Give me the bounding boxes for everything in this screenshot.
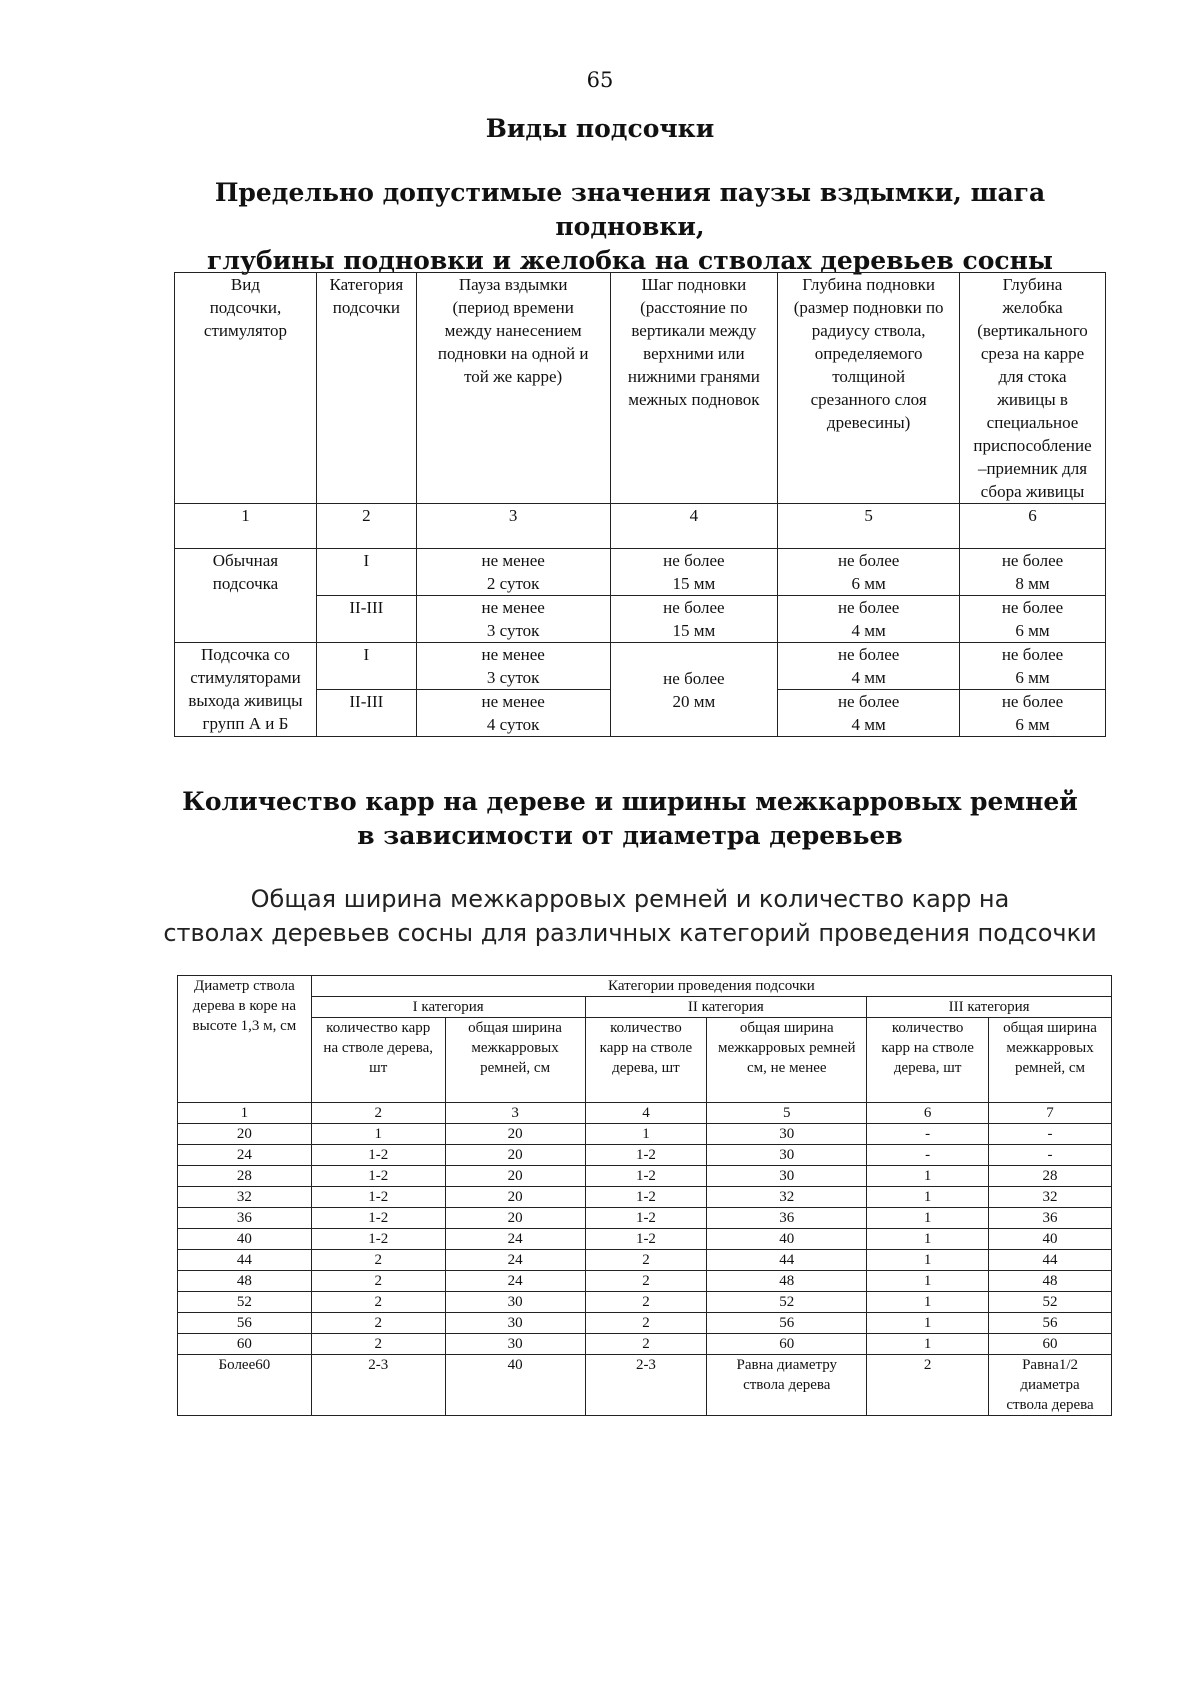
cell-line: вертикали между — [631, 321, 757, 340]
cell-line: той же карре) — [464, 367, 563, 386]
cell-line: 8 мм — [1015, 574, 1050, 593]
cell-line: ремней, см — [480, 1060, 551, 1076]
cell-line: межкарровых — [1006, 1040, 1094, 1056]
table2-subtitle — [150, 882, 1110, 950]
data-cell: 30 — [707, 1124, 867, 1145]
cell-line: 6 мм — [851, 574, 886, 593]
data-cell: - — [989, 1145, 1112, 1166]
cell-line: диаметра — [1020, 1377, 1080, 1393]
sub-header-cell — [311, 1018, 445, 1103]
data-cell: 20 — [445, 1187, 585, 1208]
cell-line: Глубина подновки — [802, 275, 935, 294]
data-cell: - — [867, 1145, 989, 1166]
header-cell — [316, 273, 416, 504]
data-cell: 1-2 — [585, 1145, 707, 1166]
category-cell: I — [316, 549, 416, 596]
data-cell: 2 — [585, 1250, 707, 1271]
table-row — [178, 1124, 1112, 1145]
cell-line: 3 суток — [486, 621, 540, 640]
cell-line: Шаг подновки — [641, 275, 747, 294]
cell-line: Категория — [329, 275, 404, 294]
cell-line: подновки на одной и — [437, 344, 589, 363]
data-cell: 24 — [445, 1271, 585, 1292]
cell-line: карр на стволе — [599, 1040, 693, 1056]
data-cell: 1-2 — [311, 1187, 445, 1208]
cell-line: древесины) — [826, 413, 911, 432]
tapping-type-cell — [175, 549, 317, 643]
cell-line: живицы в — [997, 390, 1068, 409]
cell-line: среза на карре — [980, 344, 1085, 363]
table2-subtitle-line: стволах деревьев сосны для различных категорий проведения подсочки — [163, 919, 1097, 947]
cell-line: между нанесением — [444, 321, 582, 340]
cell-line: общая ширина — [468, 1020, 562, 1036]
cell-line: 2 суток — [486, 574, 540, 593]
table-row — [175, 549, 1106, 596]
table-header-row — [178, 976, 1112, 997]
data-cell: 1-2 — [585, 1187, 707, 1208]
column-number: 2 — [311, 1103, 445, 1124]
data-cell: 1-2 — [311, 1208, 445, 1229]
cell-line: количество карр — [326, 1020, 431, 1036]
cell-line: (период времени — [452, 298, 574, 317]
cell-line: дерева в коре на — [192, 998, 296, 1014]
cell-line: 4 мм — [851, 715, 886, 734]
table-header-row — [175, 273, 1106, 504]
cell-line: не более — [837, 645, 900, 664]
header-cell — [778, 273, 960, 504]
data-cell: 28 — [989, 1166, 1112, 1187]
data-cell: 48 — [989, 1271, 1112, 1292]
cell-line: 15 мм — [672, 621, 716, 640]
data-cell: 2 — [585, 1292, 707, 1313]
data-cell: 44 — [707, 1250, 867, 1271]
cell-line: –приемник для — [977, 459, 1088, 478]
data-cell: 2 — [311, 1292, 445, 1313]
table-header-row — [178, 997, 1112, 1018]
data-cell: 56 — [989, 1313, 1112, 1334]
column-number: 3 — [416, 504, 610, 549]
cell-line: подсочки — [332, 298, 400, 317]
cell-line: карр на стволе — [881, 1040, 974, 1056]
cell-line: 15 мм — [672, 574, 716, 593]
cell-line: Обычная — [212, 551, 279, 570]
data-cell: 2 — [867, 1355, 989, 1416]
depth-cell — [778, 643, 960, 690]
data-cell: 1 — [867, 1166, 989, 1187]
column-number: 1 — [178, 1103, 312, 1124]
data-cell: 1-2 — [311, 1166, 445, 1187]
data-cell: 44 — [989, 1250, 1112, 1271]
data-cell — [989, 1355, 1112, 1416]
table1-title-line: глубины подновки и желобка на стволах деревьев сосны — [207, 246, 1053, 275]
groove-cell — [960, 549, 1106, 596]
column-number: 4 — [610, 504, 778, 549]
data-cell: 1 — [867, 1250, 989, 1271]
cell-line: не более — [663, 668, 725, 688]
table-row — [178, 1166, 1112, 1187]
data-cell: 60 — [707, 1334, 867, 1355]
cell-line: 3 суток — [486, 668, 540, 687]
cell-line: межных подновок — [628, 390, 760, 409]
cell-line: нижними гранями — [627, 367, 760, 386]
cell-line: не менее — [481, 692, 545, 711]
data-cell: 48 — [707, 1271, 867, 1292]
cell-line: Вид — [230, 275, 260, 294]
cell-line: количество — [610, 1020, 682, 1036]
cell-line: толщиной — [832, 367, 906, 386]
diameter-cell: 56 — [178, 1313, 312, 1334]
pause-cell — [416, 690, 610, 737]
data-cell: 2 — [585, 1271, 707, 1292]
pause-cell — [416, 549, 610, 596]
data-cell: - — [867, 1124, 989, 1145]
diameter-cell: 32 — [178, 1187, 312, 1208]
cell-line: подсочка — [212, 574, 279, 593]
cell-line: Пауза вздымки — [458, 275, 568, 294]
cell-line: (размер подновки по — [793, 298, 944, 317]
tapping-limits-table — [174, 272, 1106, 737]
cell-line: межкарровых — [471, 1040, 559, 1056]
column-number: 6 — [867, 1103, 989, 1124]
data-cell: 20 — [445, 1208, 585, 1229]
cell-line: не более — [1001, 692, 1064, 711]
table-row — [178, 1355, 1112, 1416]
sub-header-cell — [585, 1018, 707, 1103]
data-cell: 1 — [867, 1208, 989, 1229]
depth-cell — [778, 596, 960, 643]
cell-line: не более — [837, 598, 900, 617]
data-cell: 24 — [445, 1229, 585, 1250]
diameter-cell: 60 — [178, 1334, 312, 1355]
data-cell: 60 — [989, 1334, 1112, 1355]
cell-line: для стока — [998, 367, 1067, 386]
data-cell: 40 — [445, 1355, 585, 1416]
cell-line: не менее — [481, 645, 545, 664]
data-cell: 1 — [867, 1271, 989, 1292]
category-cell: II-III — [316, 596, 416, 643]
cell-line: не более — [837, 551, 900, 570]
cell-line: 4 мм — [851, 668, 886, 687]
cell-line: стимуляторами — [190, 668, 301, 687]
column-number: 2 — [316, 504, 416, 549]
groove-cell — [960, 643, 1106, 690]
diameter-cell: 48 — [178, 1271, 312, 1292]
table-row — [178, 1271, 1112, 1292]
cell-line: не менее — [481, 551, 545, 570]
data-cell: 1 — [867, 1187, 989, 1208]
data-cell: 1-2 — [585, 1208, 707, 1229]
data-cell: 24 — [445, 1250, 585, 1271]
table-row — [178, 1145, 1112, 1166]
groove-cell — [960, 690, 1106, 737]
column-number: 7 — [989, 1103, 1112, 1124]
cell-line: стимулятор — [203, 321, 287, 340]
data-cell: 1 — [867, 1334, 989, 1355]
data-cell: 1 — [867, 1229, 989, 1250]
cell-line: специальное — [986, 413, 1079, 432]
data-cell: 30 — [445, 1334, 585, 1355]
cell-line: 20 мм — [672, 691, 716, 711]
cell-line: Диаметр ствола — [194, 978, 295, 994]
cell-line: межкарровых ремней — [718, 1040, 856, 1056]
category-cell: II-III — [316, 690, 416, 737]
data-cell: - — [989, 1124, 1112, 1145]
table-row — [178, 1229, 1112, 1250]
cell-line: не более — [1001, 645, 1064, 664]
data-cell: 52 — [989, 1292, 1112, 1313]
table-row — [178, 1334, 1112, 1355]
data-cell: 36 — [989, 1208, 1112, 1229]
data-cell: 2 — [585, 1334, 707, 1355]
data-cell: 1 — [867, 1292, 989, 1313]
column-number-row — [178, 1103, 1112, 1124]
table1-title — [170, 176, 1090, 278]
cell-line: не более — [1001, 598, 1064, 617]
table1-title-line: Предельно допустимые значения паузы вздымки, шага подновки, — [214, 178, 1046, 241]
data-cell: 30 — [707, 1145, 867, 1166]
sub-header-cell — [989, 1018, 1112, 1103]
cell-line: выхода живицы — [188, 691, 303, 710]
table2-title-line: Количество карр на дереве и ширины межкарровых ремней — [182, 787, 1078, 816]
cell-line: 4 суток — [486, 715, 540, 734]
data-cell: 1 — [867, 1313, 989, 1334]
data-cell: 52 — [707, 1292, 867, 1313]
category-cell: I — [316, 643, 416, 690]
diameter-cell: 36 — [178, 1208, 312, 1229]
cell-line: 4 мм — [851, 621, 886, 640]
diameter-cell: 20 — [178, 1124, 312, 1145]
cell-line: на стволе дерева, — [323, 1040, 433, 1056]
group-header-cell: Категории проведения подсочки — [311, 976, 1111, 997]
cell-line: дерева, шт — [893, 1060, 962, 1076]
header-cell — [960, 273, 1106, 504]
column-number: 5 — [707, 1103, 867, 1124]
cell-line: подсочки, — [209, 298, 282, 317]
step-cell — [610, 596, 778, 643]
cell-line: ствола дерева — [743, 1377, 831, 1393]
cell-line: желобка — [1002, 298, 1063, 317]
cell-line: высоте 1,3 м, см — [192, 1018, 297, 1034]
step-cell — [610, 643, 778, 737]
data-cell: 30 — [445, 1313, 585, 1334]
cell-line: 6 мм — [1015, 715, 1050, 734]
cell-line: (расстояние по — [640, 298, 748, 317]
cell-line: общая ширина — [739, 1020, 834, 1036]
column-number: 3 — [445, 1103, 585, 1124]
data-cell: 2 — [311, 1250, 445, 1271]
data-cell: 1 — [311, 1124, 445, 1145]
column-number: 6 — [960, 504, 1106, 549]
cell-line: 6 мм — [1015, 621, 1050, 640]
cell-line: не более — [837, 692, 900, 711]
cell-line: не более — [1001, 551, 1064, 570]
table-header-row — [178, 1018, 1112, 1103]
column-number-row — [175, 504, 1106, 549]
data-cell: 2 — [311, 1334, 445, 1355]
cell-line: радиусу ствола, — [811, 321, 926, 340]
pause-cell — [416, 643, 610, 690]
data-cell: 56 — [707, 1313, 867, 1334]
data-cell: 40 — [707, 1229, 867, 1250]
cell-line: сбора живицы — [980, 482, 1085, 501]
diameter-cell: Более60 — [178, 1355, 312, 1416]
cell-line: приспособление — [973, 436, 1092, 455]
column-number: 1 — [175, 504, 317, 549]
data-cell: 1-2 — [585, 1229, 707, 1250]
step-cell — [610, 549, 778, 596]
category-header-cell: I категория — [311, 997, 585, 1018]
cell-line: не более — [663, 551, 725, 570]
cell-line: дерева, шт — [612, 1060, 680, 1076]
data-cell: 32 — [707, 1187, 867, 1208]
cell-line: общая ширина — [1003, 1020, 1097, 1036]
sub-header-cell — [867, 1018, 989, 1103]
data-cell: 30 — [445, 1292, 585, 1313]
table2-subtitle-line: Общая ширина межкарровых ремней и количество карр на — [250, 885, 1010, 913]
table-body — [178, 1124, 1112, 1355]
cell-line: Равна диаметру — [736, 1357, 838, 1373]
sub-header-cell — [707, 1018, 867, 1103]
cell-line: Равна1/2 — [1022, 1357, 1078, 1373]
table2-title — [160, 785, 1100, 853]
data-cell: 2-3 — [585, 1355, 707, 1416]
data-cell: 2-3 — [311, 1355, 445, 1416]
cell-line: не более — [663, 598, 725, 617]
pause-cell — [416, 596, 610, 643]
table-row — [175, 643, 1106, 690]
table2-title-line: в зависимости от диаметра деревьев — [357, 821, 903, 850]
depth-cell — [778, 690, 960, 737]
cell-line: (вертикального — [977, 321, 1088, 340]
cell-line: количество — [891, 1020, 964, 1036]
cell-line: см, не менее — [746, 1060, 827, 1076]
header-cell — [416, 273, 610, 504]
data-cell: 20 — [445, 1166, 585, 1187]
cell-line: верхними или — [643, 344, 745, 363]
data-cell: 20 — [445, 1124, 585, 1145]
column-number: 4 — [585, 1103, 707, 1124]
main-title: Виды подсочки — [485, 114, 715, 143]
data-cell: 36 — [707, 1208, 867, 1229]
data-cell: 2 — [311, 1271, 445, 1292]
data-cell: 2 — [585, 1313, 707, 1334]
cell-line: шт — [369, 1060, 388, 1076]
page-number: 65 — [586, 68, 614, 92]
cell-line: не менее — [481, 598, 545, 617]
category-header-cell: II категория — [585, 997, 867, 1018]
diameter-cell: 44 — [178, 1250, 312, 1271]
table-row — [178, 1292, 1112, 1313]
data-cell: 30 — [707, 1166, 867, 1187]
data-cell: 1-2 — [311, 1145, 445, 1166]
table-row — [178, 1187, 1112, 1208]
diameter-cell: 52 — [178, 1292, 312, 1313]
cell-line: ствола дерева — [1006, 1397, 1094, 1413]
cell-line: срезанного слоя — [810, 390, 927, 409]
tapping-type-cell — [175, 643, 317, 737]
table-row — [178, 1313, 1112, 1334]
header-cell — [175, 273, 317, 504]
sub-header-cell — [445, 1018, 585, 1103]
groove-cell — [960, 596, 1106, 643]
data-cell: 1-2 — [311, 1229, 445, 1250]
data-cell: 2 — [311, 1313, 445, 1334]
table-row — [178, 1250, 1112, 1271]
diameter-header-cell — [178, 976, 312, 1103]
cell-line: Подсочка со — [200, 645, 290, 664]
data-cell: 1-2 — [585, 1166, 707, 1187]
data-cell: 32 — [989, 1187, 1112, 1208]
cell-line: определяемого — [814, 344, 923, 363]
cell-line: ремней, см — [1015, 1060, 1086, 1076]
data-cell: 20 — [445, 1145, 585, 1166]
tree-faces-table — [177, 975, 1112, 1416]
cell-line: Глубина — [1002, 275, 1063, 294]
depth-cell — [778, 549, 960, 596]
table-row — [178, 1208, 1112, 1229]
data-cell: 1 — [585, 1124, 707, 1145]
data-cell — [707, 1355, 867, 1416]
diameter-cell: 40 — [178, 1229, 312, 1250]
diameter-cell: 24 — [178, 1145, 312, 1166]
data-cell: 40 — [989, 1229, 1112, 1250]
diameter-cell: 28 — [178, 1166, 312, 1187]
column-number: 5 — [778, 504, 960, 549]
cell-line: 6 мм — [1015, 668, 1050, 687]
cell-line: групп А и Б — [202, 714, 289, 733]
header-cell — [610, 273, 778, 504]
category-header-cell: III категория — [867, 997, 1112, 1018]
